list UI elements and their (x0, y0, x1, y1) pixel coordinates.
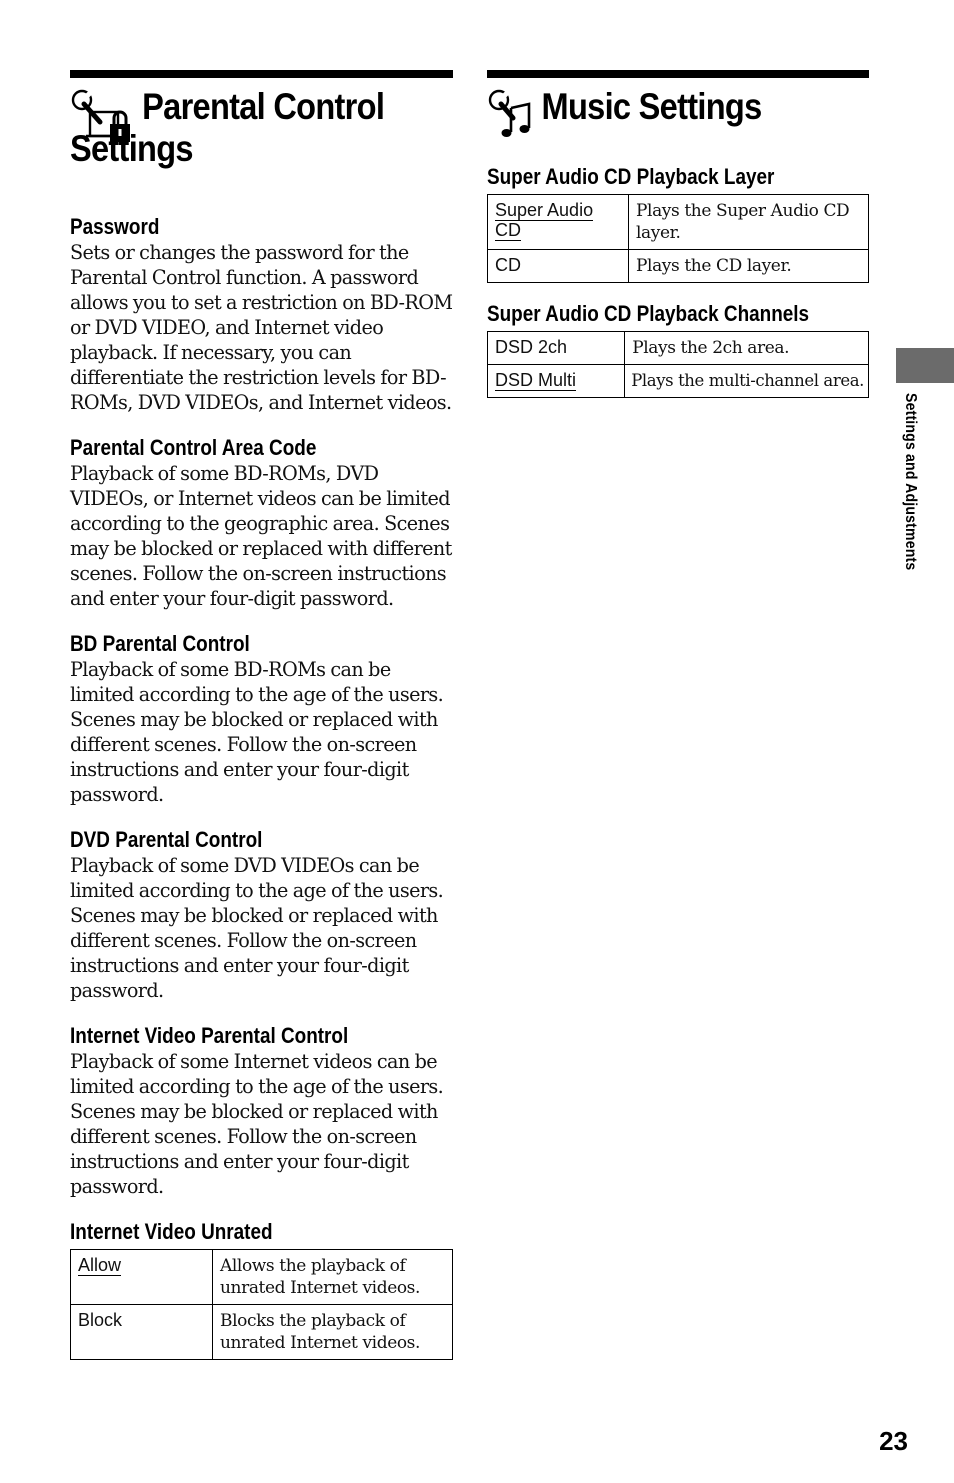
parental-control-column (70, 70, 453, 1380)
table-row (488, 250, 869, 283)
option-cell (488, 365, 625, 398)
option-dsd-multi: DSD Multi (495, 370, 577, 390)
table-row (488, 195, 869, 250)
chapter-tab (896, 348, 954, 383)
option-desc: Plays the Super Audio CD layer. (629, 195, 869, 250)
music-title-block (487, 86, 869, 140)
sacd-channels-heading: Super Audio CD Playback Channels (487, 301, 810, 326)
unrated-heading: Internet Video Unrated (70, 1219, 273, 1244)
table-row (71, 1250, 453, 1305)
option-desc: Plays the multi-channel area. (625, 365, 869, 398)
password-section (70, 214, 453, 415)
music-title-text: Music Settings (541, 86, 762, 127)
parental-title-line1: Parental Control (142, 86, 385, 127)
parental-title (70, 86, 407, 170)
option-super-audio-cd: Super Audio CD (495, 200, 594, 240)
dvd-parental-body: Playback of some DVD VIDEOs can be limited according to the age of the users. Scenes may be blocked or replaced with different scenes. Follow the on-screen instructions and enter your four-digit password. (70, 854, 444, 1002)
option-desc: Blocks the playback of unrated Internet videos. (213, 1305, 453, 1360)
option-cd: CD (488, 250, 629, 283)
dvd-parental-heading: DVD Parental Control (70, 827, 263, 852)
option-allow: Allow (78, 1255, 122, 1275)
parental-title-line2: Settings (70, 128, 193, 169)
sacd-layer-table (487, 194, 869, 283)
option-cell (71, 1250, 213, 1305)
option-desc: Plays the 2ch area. (625, 332, 869, 365)
option-dsd-2ch: DSD 2ch (488, 332, 625, 365)
option-cell (488, 195, 629, 250)
option-block: Block (71, 1305, 213, 1360)
password-heading: Password (70, 214, 160, 239)
unrated-table (70, 1249, 453, 1360)
music-title (487, 86, 823, 128)
internet-parental-body: Playback of some Internet videos can be limited according to the age of the users. Scenes may be blocked or replaced with different scenes. Follow the on-screen instructions and enter your four-digit password. (70, 1050, 444, 1198)
table-row (488, 332, 869, 365)
bd-parental-body: Playback of some BD-ROMs can be limited according to the age of the users. Scenes may be blocked or replaced with different scenes. Follow the on-screen instructions and enter your four-digit password. (70, 658, 444, 806)
parental-title-block (70, 86, 453, 186)
internet-parental-section (70, 1023, 453, 1199)
section-rule (70, 70, 453, 78)
music-settings-column (487, 70, 869, 418)
area-code-body: Playback of some BD-ROMs, DVD VIDEOs, or Internet videos can be limited according to the geographic area. Scenes may be blocked or replaced with different scenes. Follow the on-screen instructions and enter your four-digit password. (70, 462, 452, 610)
option-desc: Allows the playback of unrated Internet videos. (213, 1250, 453, 1305)
bd-parental-section (70, 631, 453, 807)
sacd-layer-section (487, 164, 869, 283)
bd-parental-heading: BD Parental Control (70, 631, 250, 656)
side-chapter-label: Settings and Adjustments (902, 393, 919, 571)
password-body: Sets or changes the password for the Parental Control function. A password allows you to set a restriction on BD-ROM or DVD VIDEO, and Internet video playback. If necessary, you can differentiate the restriction levels for BD-ROMs, DVD VIDEOs, and Internet videos. (70, 241, 453, 414)
page-number: 23 (879, 1426, 908, 1456)
dvd-parental-section (70, 827, 453, 1003)
table-row (71, 1305, 453, 1360)
option-desc: Plays the CD layer. (629, 250, 869, 283)
area-code-heading: Parental Control Area Code (70, 435, 317, 460)
internet-parental-heading: Internet Video Parental Control (70, 1023, 349, 1048)
section-rule (487, 70, 869, 78)
sacd-channels-table (487, 331, 869, 398)
table-row (488, 365, 869, 398)
area-code-section (70, 435, 453, 611)
unrated-section (70, 1219, 453, 1360)
sacd-layer-heading: Super Audio CD Playback Layer (487, 164, 775, 189)
sacd-channels-section (487, 301, 869, 398)
